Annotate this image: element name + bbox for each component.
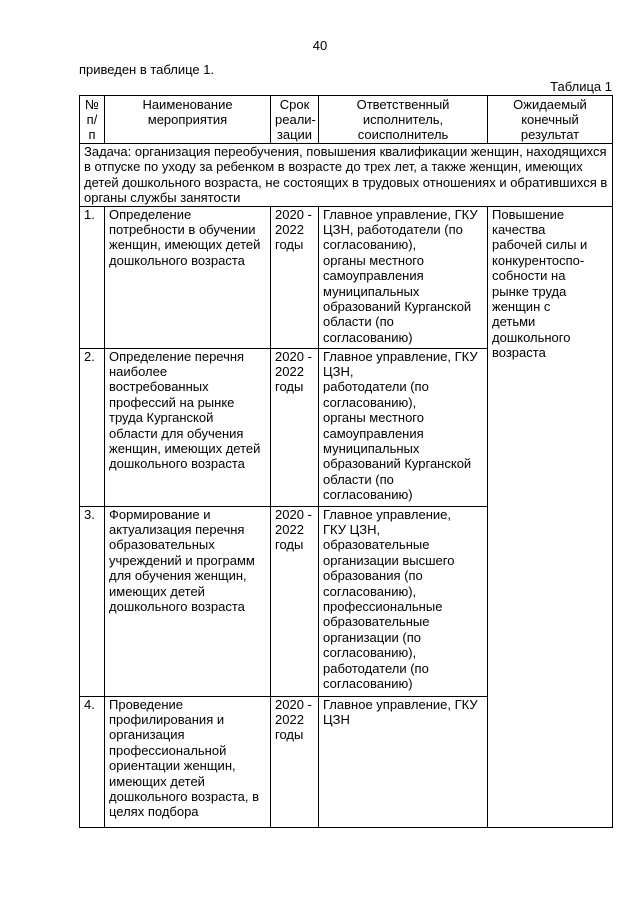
header-name: Наименование мероприятия — [105, 96, 271, 144]
row-executor: Главное управление, ГКУ ЦЗН, работодатели (по согласованию), органы местного самоуправления муниципальных образований Курганской области (по согласованию) — [319, 348, 488, 506]
row-term: 2020 - 2022 годы — [271, 206, 319, 348]
row-name: Определение потребности в обучении женщин, имеющих детей дошкольного возраста — [105, 206, 271, 348]
expected-result-cell: Повышение качества рабочей силы и конкурентоспо- собности на рынке труда женщин с детьми дошкольного возраста — [488, 206, 613, 827]
task-row — [80, 144, 613, 207]
header-term: Срок реали- зации — [271, 96, 319, 144]
header-num: № п/п — [80, 96, 105, 144]
header-executor: Ответственный исполнитель, соисполнитель — [319, 96, 488, 144]
row-num: 2. — [80, 348, 105, 506]
page-number: 40 — [312, 38, 328, 53]
row-term: 2020 - 2022 годы — [271, 696, 319, 827]
table-row — [80, 206, 613, 348]
row-name: Определение перечня наиболее востребованных профессий на рынке труда Курганской области для обучения женщин, имеющих детей дошкольного возраста — [105, 348, 271, 506]
task-cell: Задача: организация переобучения, повышения квалификации женщин, находящихся в отпуске по уходу за ребенком в возрасте до трех лет, а также женщин, имеющих детей дошкольного возраста, не состоящих в трудовых отношениях и обратившихся в органы службы занятости — [80, 144, 613, 207]
table-header-row — [80, 96, 613, 144]
intro-text: приведен в таблице 1. — [79, 62, 215, 77]
row-term: 2020 - 2022 годы — [271, 348, 319, 506]
measures-table — [79, 95, 613, 828]
row-name: Формирование и актуализация перечня образовательных учреждений и программ для обучения женщин, имеющих детей дошкольного возраста — [105, 506, 271, 696]
row-num: 4. — [80, 696, 105, 827]
row-executor: Главное управление, ГКУ ЦЗН, образовательные организации высшего образования (по согласованию), профессиональные образовательные организации (по согласованию), работодатели (по согласованию) — [319, 506, 488, 696]
row-name: Проведение профилирования и организация профессиональной ориентации женщин, имеющих детей дошкольного возраста, в целях подбора — [105, 696, 271, 827]
table-caption: Таблица 1 — [550, 79, 612, 94]
row-num: 3. — [80, 506, 105, 696]
row-num: 1. — [80, 206, 105, 348]
row-executor: Главное управление, ГКУ ЦЗН — [319, 696, 488, 827]
row-term: 2020 - 2022 годы — [271, 506, 319, 696]
row-executor: Главное управление, ГКУ ЦЗН, работодатели (по согласованию), органы местного самоуправления муниципальных образований Курганской области (по согласованию) — [319, 206, 488, 348]
header-result: Ожидаемый конечный результат — [488, 96, 613, 144]
